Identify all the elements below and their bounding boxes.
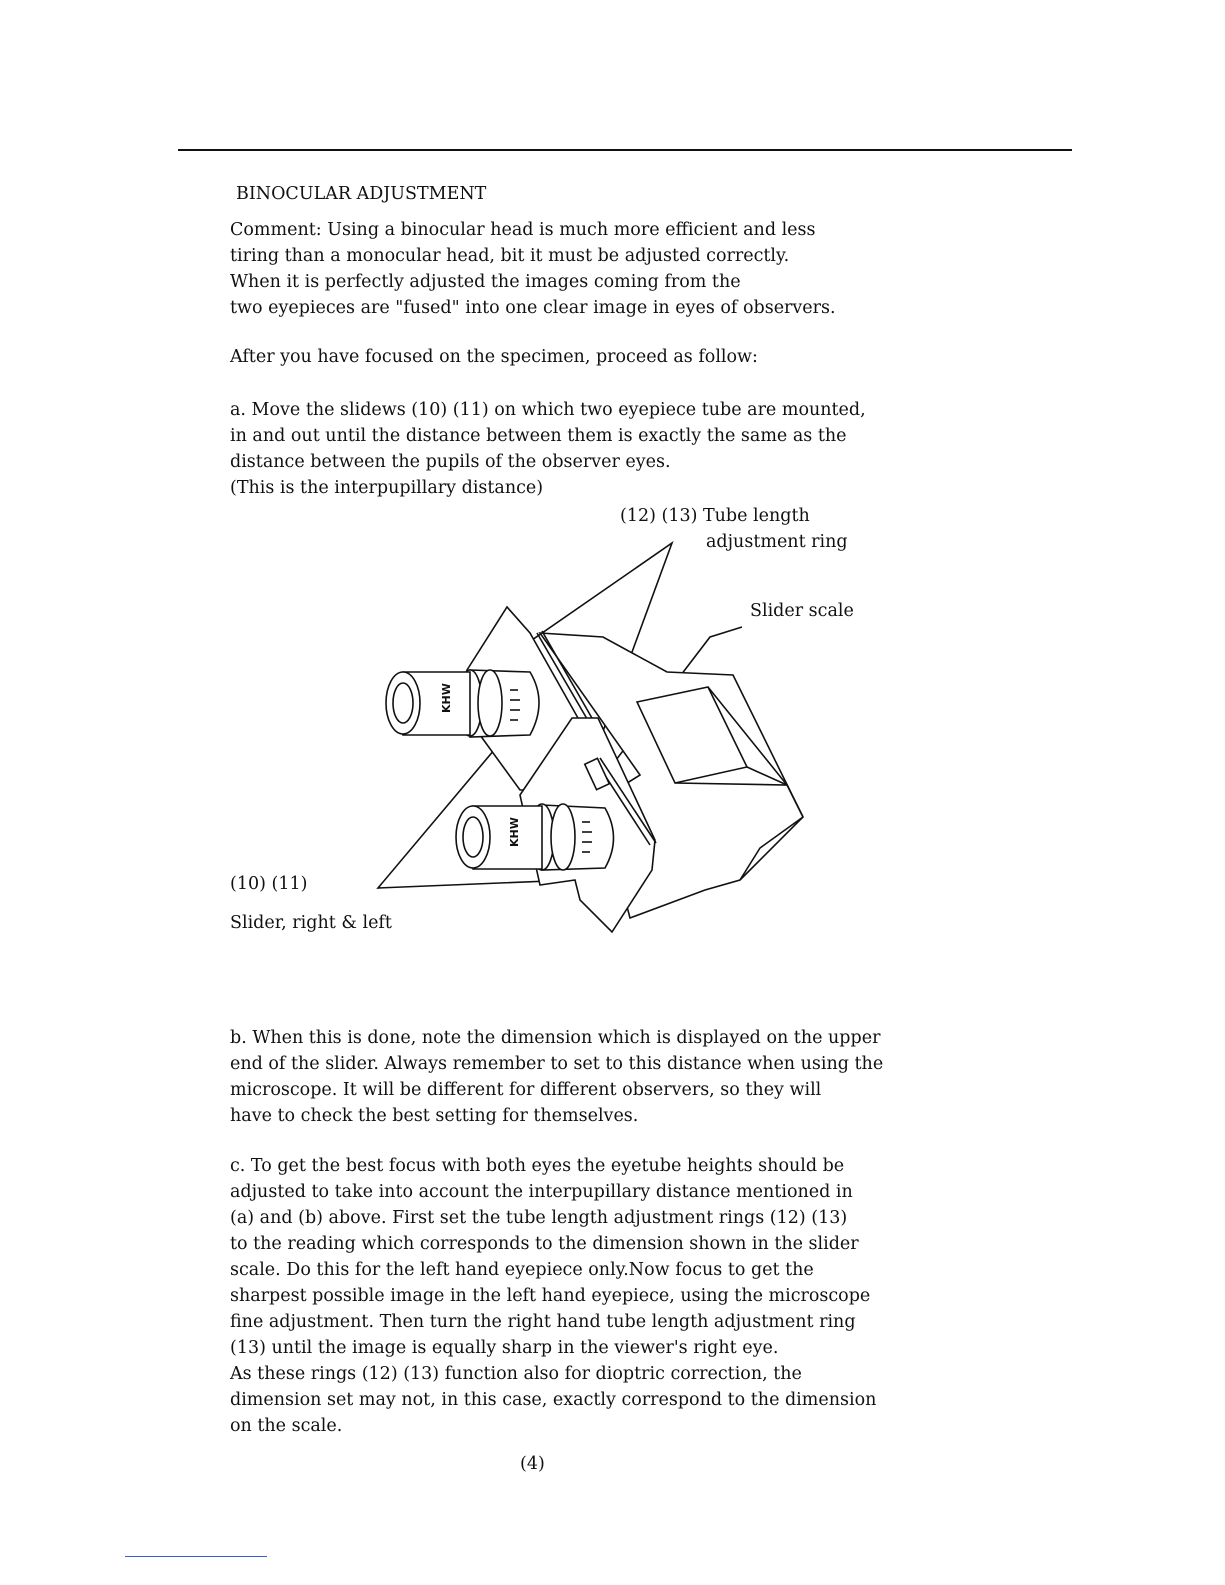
step-c-line: (13) until the image is equally sharp in the viewer's right eye. (230, 1338, 779, 1358)
step-b-line: microscope. It will be different for different observers, so they will (230, 1080, 822, 1100)
eyepiece-right (386, 670, 539, 737)
label-tube-rings: (12) (13) Tube length (620, 506, 810, 526)
step-c-line: As these rings (12) (13) function also for dioptric correction, the (230, 1364, 802, 1384)
label-tube-rings-2: adjustment ring (706, 532, 848, 552)
comment-line: When it is perfectly adjusted the images coming from the (230, 272, 741, 292)
eyepiece-mark: KHW (440, 683, 453, 713)
label-slider-num: (10) (11) (230, 874, 308, 894)
step-c-line: dimension set may not, in this case, exactly correspond to the dimension (230, 1390, 877, 1410)
step-c-line: scale. Do this for the left hand eyepiece only.Now focus to get the (230, 1260, 814, 1280)
eyepiece-left (456, 804, 614, 870)
footer-line (125, 1556, 267, 1557)
section-title: BINOCULAR ADJUSTMENT (236, 184, 487, 204)
step-c-line: c. To get the best focus with both eyes the eyetube heights should be (230, 1156, 845, 1176)
label-slider-scale: Slider scale (750, 601, 854, 621)
comment-line: tiring than a monocular head, bit it must be adjusted correctly. (230, 246, 790, 266)
comment-line: two eyepieces are "fused" into one clear image in eyes of observers. (230, 298, 836, 318)
step-a-line: (This is the interpupillary distance) (230, 478, 544, 498)
label-slider: Slider, right & left (230, 913, 392, 933)
step-b-line: end of the slider. Always remember to set to this distance when using the (230, 1054, 884, 1074)
step-b-line: have to check the best setting for themselves. (230, 1106, 639, 1126)
step-c-line: to the reading which corresponds to the dimension shown in the slider (230, 1234, 859, 1254)
step-c-line: on the scale. (230, 1416, 343, 1436)
eyepiece-mark: KHW (508, 817, 521, 847)
comment-line: Comment: Using a binocular head is much more efficient and less (230, 220, 816, 240)
step-a-line: a. Move the slidews (10) (11) on which two eyepiece tube are mounted, (230, 400, 866, 420)
step-c-line: sharpest possible image in the left hand eyepiece, using the microscope (230, 1286, 871, 1306)
page-number: (4) (520, 1454, 545, 1474)
intro-text: After you have focused on the specimen, proceed as follow: (230, 347, 758, 367)
step-c-line: adjusted to take into account the interpupillary distance mentioned in (230, 1182, 853, 1202)
step-a-line: in and out until the distance between them is exactly the same as the (230, 426, 847, 446)
step-c-line: (a) and (b) above. First set the tube length adjustment rings (12) (13) (230, 1208, 848, 1228)
step-c-line: fine adjustment. Then turn the right hand tube length adjustment ring (230, 1312, 856, 1332)
step-b-line: b. When this is done, note the dimension which is displayed on the upper (230, 1028, 881, 1048)
step-a-line: distance between the pupils of the observer eyes. (230, 452, 671, 472)
